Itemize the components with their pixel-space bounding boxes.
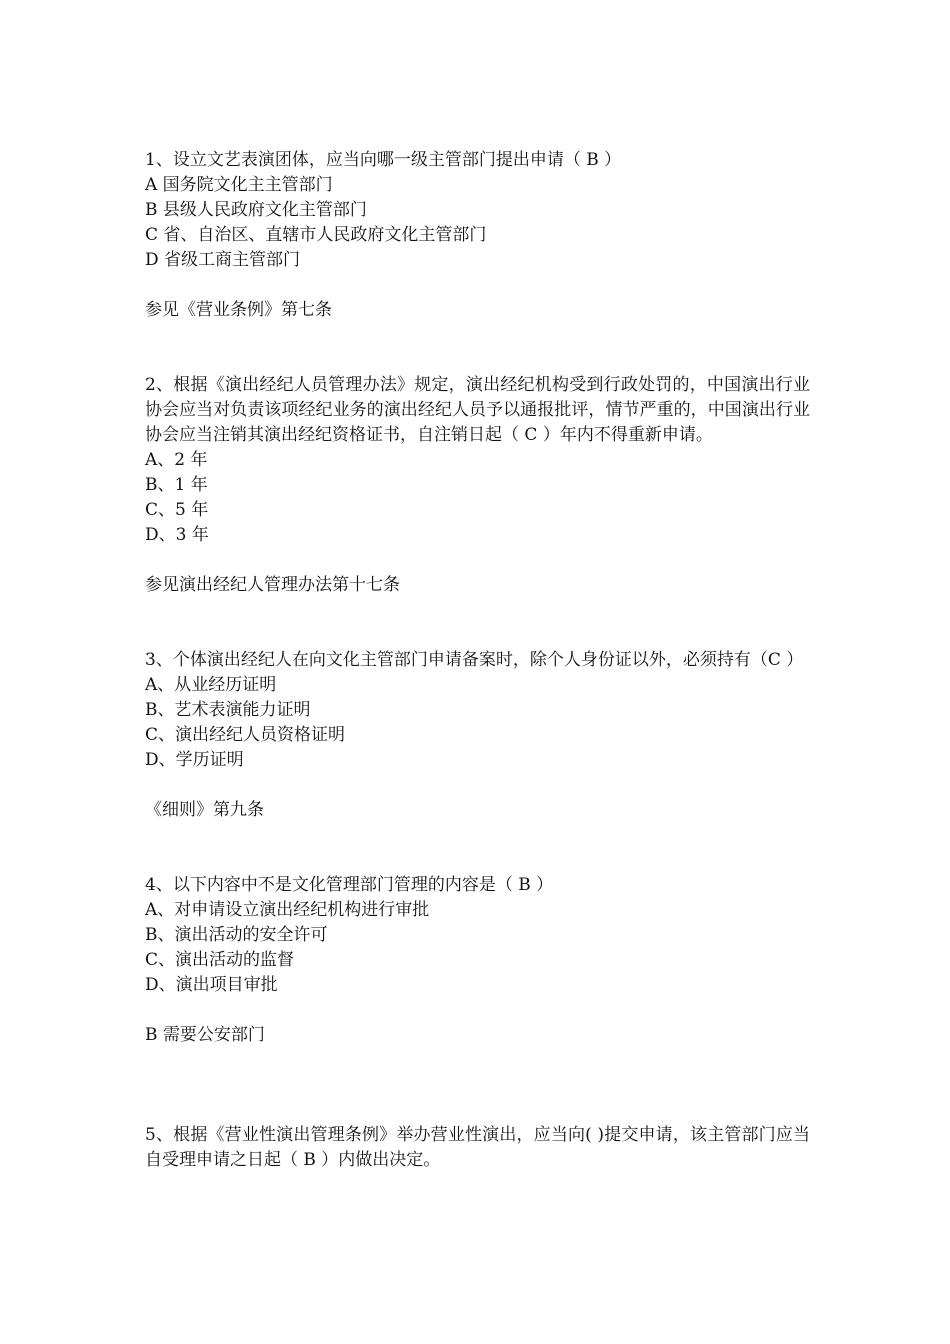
option-b: B、1 年 [145,475,208,495]
reference-note: B 需要公安部门 [145,1025,265,1045]
option-d: D、学历证明 [145,750,244,770]
question-2 [145,373,810,598]
question-stem: 1、设立文艺表演团体，应当向哪一级主管部门提出申请（ B ） [145,150,622,170]
question-3 [145,648,810,823]
option-b: B、艺术表演能力证明 [145,700,311,720]
question-stem: 5、根据《营业性演出管理条例》举办营业性演出，应当向( )提交申请，该主管部门应当自受理申请之日起（ B ）内做出决定。 [145,1125,810,1170]
option-a: A 国务院文化主主管部门 [145,175,333,195]
question-stem: 3、个体演出经纪人在向文化主管部门申请备案时，除个人身份证以外，必须持有（C ） [145,650,804,670]
option-list [145,173,810,273]
question-1 [145,148,810,323]
option-d: D 省级工商主管部门 [145,250,301,270]
option-a: A、2 年 [145,450,208,470]
option-d: D、演出项目审批 [145,975,278,995]
option-list [145,673,810,773]
option-c: C、5 年 [145,500,209,520]
option-a: A、从业经历证明 [145,675,277,695]
document-page [145,148,810,1173]
spacer [145,598,810,648]
option-b: B、演出活动的安全许可 [145,925,328,945]
question-5 [145,1123,810,1173]
option-c: C、演出经纪人员资格证明 [145,725,346,745]
option-b: B 县级人民政府文化主管部门 [145,200,367,220]
option-c: C、演出活动的监督 [145,950,295,970]
reference-note: 《细则》第九条 [145,800,264,820]
question-stem: 4、以下内容中不是文化管理部门管理的内容是（ B ） [145,875,554,895]
reference-note: 参见演出经纪人管理办法第十七条 [145,575,400,595]
spacer [145,323,810,373]
option-d: D、3 年 [145,525,209,545]
spacer [145,823,810,873]
question-4 [145,873,810,1048]
option-a: A、对申请设立演出经纪机构进行审批 [145,900,430,920]
option-c: C 省、自治区、直辖市人民政府文化主管部门 [145,225,487,245]
question-stem: 2、根据《演出经纪人员管理办法》规定，演出经纪机构受到行政处罚的，中国演出行业协会应当对负责该项经纪业务的演出经纪人员予以通报批评，情节严重的，中国演出行业协会应当注销其演出经纪资格证书，自注销日起（ C ）年内不得重新申请。 [145,375,810,445]
option-list [145,898,810,998]
spacer [145,1048,810,1123]
reference-note: 参见《营业条例》第七条 [145,300,332,320]
option-list [145,448,810,548]
